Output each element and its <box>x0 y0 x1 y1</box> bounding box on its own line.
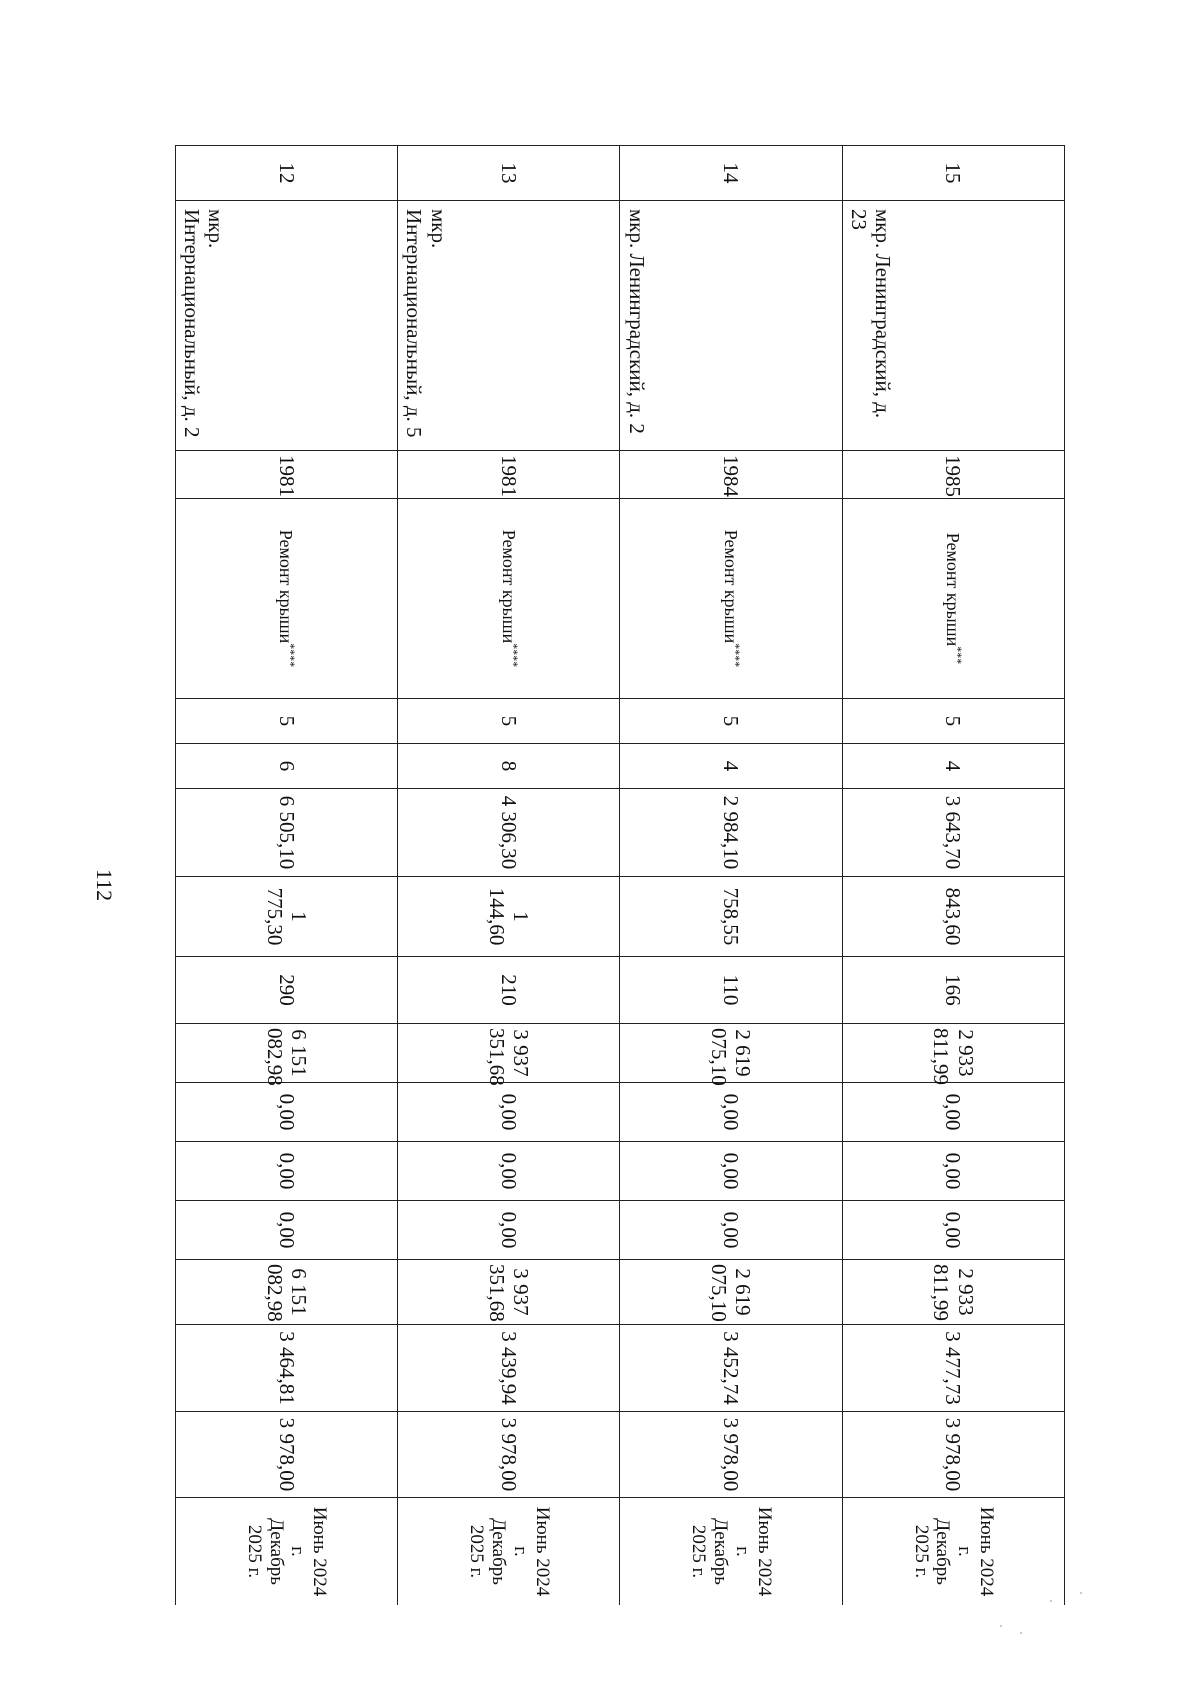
period-start: Июнь 2024 г. <box>731 1506 775 1597</box>
col-entrances: 4 <box>620 744 842 789</box>
col-fund-2: 0,00 <box>176 1142 398 1201</box>
page-number-text: 112 <box>92 868 117 902</box>
col-area: 4 306,30 <box>398 789 620 877</box>
col-area: 2 984,10 <box>620 789 842 877</box>
col-fund-1: 0,00 <box>176 1083 398 1142</box>
col-cost-total: 2 933 811,99 <box>842 1024 1064 1083</box>
col-entrances: 6 <box>176 744 398 789</box>
col-year: 1981 <box>176 451 398 499</box>
col-entrances: 4 <box>842 744 1064 789</box>
table-row <box>398 146 620 1606</box>
scan-speck <box>1050 1600 1052 1602</box>
col-period <box>620 1498 842 1606</box>
period-start: Июнь 2024 г. <box>509 1506 553 1597</box>
period-end: Декабрь 2025 г. <box>466 1518 509 1585</box>
col-fund-2: 0,00 <box>842 1142 1064 1201</box>
col-fund-3: 0,00 <box>842 1201 1064 1260</box>
col-unit-cost: 3 477,73 <box>842 1325 1064 1412</box>
col-period <box>398 1498 620 1606</box>
col-max-unit-cost: 3 978,00 <box>620 1412 842 1498</box>
col-address: мкр. Ленинградский, д. 2 <box>620 201 842 451</box>
col-fund-1: 0,00 <box>620 1083 842 1142</box>
col-area: 6 505,10 <box>176 789 398 877</box>
col-fund-2: 0,00 <box>398 1142 620 1201</box>
period-end: Декабрь 2025 г. <box>243 1518 287 1585</box>
col-number: 13 <box>398 146 620 201</box>
col-fund-2: 0,00 <box>620 1142 842 1201</box>
col-fund-3: 0,00 <box>176 1201 398 1260</box>
col-address: мкр. Ленинградский, д. 23 <box>842 201 1064 451</box>
col-number: 12 <box>176 146 398 201</box>
col-fund-3: 0,00 <box>398 1201 620 1260</box>
period-end: Декабрь 2025 г. <box>910 1518 954 1585</box>
scan-speck <box>1080 1592 1082 1594</box>
col-fund-4: 3 937 351,68 <box>398 1260 620 1325</box>
col-floors: 5 <box>398 699 620 744</box>
footnote-marker: *** <box>951 646 966 665</box>
footnote-marker: **** <box>506 643 521 668</box>
col-living-area: 1 144,60 <box>398 877 620 957</box>
scan-speck <box>1020 1632 1022 1634</box>
col-living-area: 843,60 <box>842 877 1064 957</box>
col-entrances: 8 <box>398 744 620 789</box>
col-fund-4: 2 933 811,99 <box>842 1260 1064 1325</box>
col-residents: 166 <box>842 957 1064 1024</box>
col-address: мкр. Интернациональный, д. 5 <box>398 201 620 451</box>
col-work <box>842 499 1064 699</box>
col-work <box>398 499 620 699</box>
col-cost-total: 6 151 082,98 <box>176 1024 398 1083</box>
col-year: 1981 <box>398 451 620 499</box>
col-fund-4: 6 151 082,98 <box>176 1260 398 1325</box>
work-type: Ремонт крыши <box>276 529 297 644</box>
col-unit-cost: 3 452,74 <box>620 1325 842 1412</box>
col-year: 1985 <box>842 451 1064 499</box>
works-table-rotated <box>175 145 1065 1605</box>
col-cost-total: 3 937 351,68 <box>398 1024 620 1083</box>
works-table-container <box>175 145 1065 1605</box>
col-max-unit-cost: 3 978,00 <box>176 1412 398 1498</box>
table-row <box>842 146 1064 1606</box>
col-max-unit-cost: 3 978,00 <box>398 1412 620 1498</box>
col-fund-1: 0,00 <box>842 1083 1064 1142</box>
col-residents: 110 <box>620 957 842 1024</box>
table-row <box>176 146 398 1606</box>
col-residents: 290 <box>176 957 398 1024</box>
col-period <box>176 1498 398 1606</box>
col-living-area: 1 775,30 <box>176 877 398 957</box>
period-start: Июнь 2024 г. <box>954 1506 998 1597</box>
period-end: Декабрь 2025 г. <box>688 1518 732 1585</box>
col-unit-cost: 3 439,94 <box>398 1325 620 1412</box>
works-table <box>175 145 1065 1605</box>
col-living-area: 758,55 <box>620 877 842 957</box>
col-work <box>620 499 842 699</box>
col-area: 3 643,70 <box>842 789 1064 877</box>
col-unit-cost: 3 464,81 <box>176 1325 398 1412</box>
col-year: 1984 <box>620 451 842 499</box>
col-fund-1: 0,00 <box>398 1083 620 1142</box>
work-type: Ремонт крыши <box>720 529 741 644</box>
col-fund-4: 2 619 075,10 <box>620 1260 842 1325</box>
table-row <box>620 146 842 1606</box>
scan-speck <box>1000 1625 1002 1627</box>
work-type: Ремонт крыши <box>498 529 519 644</box>
col-cost-total: 2 619 075,10 <box>620 1024 842 1083</box>
col-fund-3: 0,00 <box>620 1201 842 1260</box>
col-work <box>176 499 398 699</box>
col-address: мкр. Интернациональный, д. 2 <box>176 201 398 451</box>
col-floors: 5 <box>620 699 842 744</box>
footnote-marker: **** <box>728 643 743 668</box>
col-period <box>842 1498 1064 1606</box>
period-start: Июнь 2024 г. <box>287 1506 331 1597</box>
col-number: 15 <box>842 146 1064 201</box>
page-number <box>86 855 122 915</box>
col-max-unit-cost: 3 978,00 <box>842 1412 1064 1498</box>
col-floors: 5 <box>176 699 398 744</box>
work-type: Ремонт крыши <box>943 532 964 647</box>
col-floors: 5 <box>842 699 1064 744</box>
col-number: 14 <box>620 146 842 201</box>
table-body <box>176 146 1065 1606</box>
footnote-marker: **** <box>284 643 299 668</box>
col-residents: 210 <box>398 957 620 1024</box>
